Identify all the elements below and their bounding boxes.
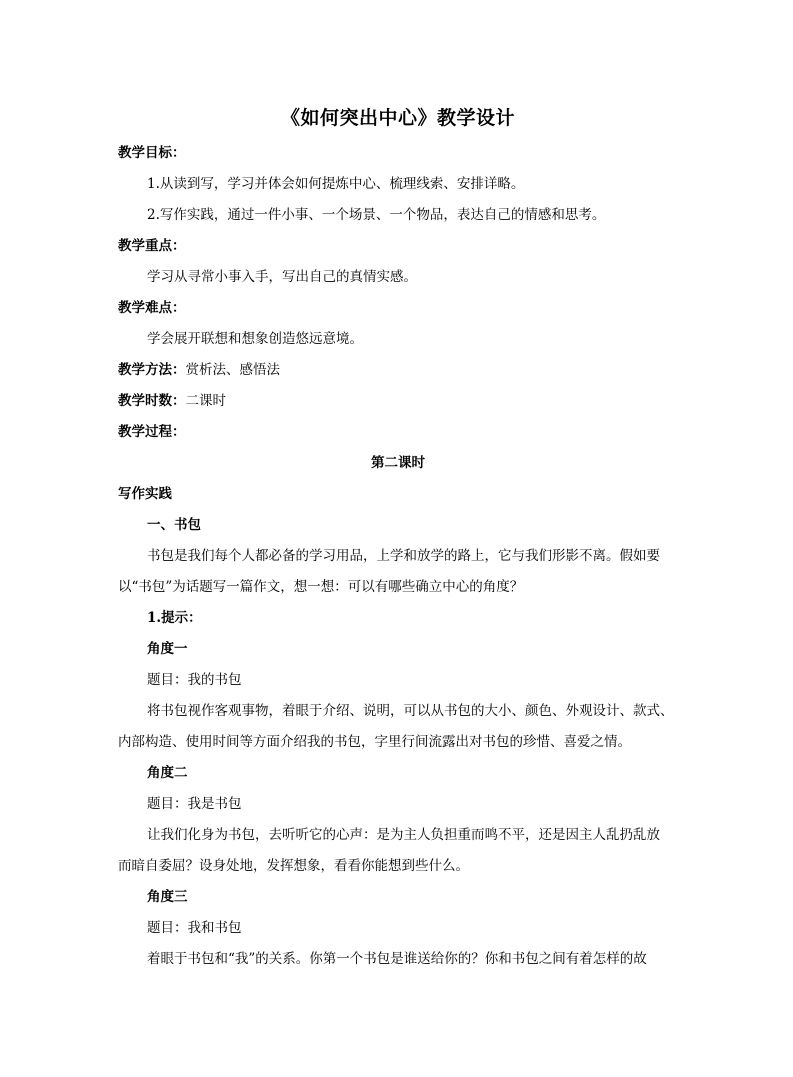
- lesson-heading: 第二课时: [371, 455, 425, 471]
- practice-heading: 写作实践: [118, 486, 172, 502]
- angle-3-topic: 题目：我和书包: [147, 920, 242, 936]
- angle-2-label: 角度二: [147, 765, 188, 781]
- key-points-text: 学习从寻常小事入手，写出自己的真情实感。: [147, 269, 417, 285]
- difficulties-label: 教学难点：: [118, 300, 186, 316]
- methods-section: [118, 355, 678, 386]
- section-one-heading: 一、书包: [147, 517, 201, 533]
- process-label: 教学过程：: [118, 424, 186, 440]
- hint-label: 1.提示：: [147, 610, 202, 626]
- objectives-section: [118, 138, 678, 169]
- section-one-intro-line-1: 书包是我们每个人都必备的学习用品，上学和放学的路上，它与我们形影不离。假如要: [147, 548, 660, 564]
- hours-text: 二课时: [185, 393, 226, 409]
- difficulties-text: 学会展开联想和想象创造悠远意境。: [147, 331, 363, 347]
- angle-2-line-1: 让我们化身为书包，去听听它的心声：是为主人负担重而鸣不平，还是因主人乱扔乱放: [147, 827, 660, 843]
- hours-section: [118, 386, 678, 417]
- objective-item-1: 1.从读到写，学习并体会如何提炼中心、梳理线索、安排详略。: [147, 176, 525, 192]
- document-page: [118, 104, 678, 975]
- angle-3-label: 角度三: [147, 889, 188, 905]
- key-points-section: [118, 231, 678, 262]
- process-section: [118, 417, 678, 448]
- angle-2-line-2: 而暗自委屈？设身处地，发挥想象，看看你能想到些什么。: [118, 858, 469, 874]
- hours-label: 教学时数：: [118, 393, 186, 409]
- angle-2-topic: 题目：我是书包: [147, 796, 242, 812]
- angle-3-line-1: 着眼于书包和“我”的关系。你第一个书包是谁送给你的？你和书包之间有着怎样的故: [147, 951, 647, 967]
- methods-label: 教学方法：: [118, 362, 186, 378]
- difficulties-section: [118, 293, 678, 324]
- objective-item-2: 2.写作实践，通过一件小事、一个场景、一个物品，表达自己的情感和思考。: [147, 207, 606, 223]
- section-one-intro-line-2: 以“书包”为话题写一篇作文，想一想：可以有哪些确立中心的角度？: [118, 579, 524, 595]
- angle-1-line-1: 将书包视作客观事物，着眼于介绍、说明，可以从书包的大小、颜色、外观设计、款式、: [147, 703, 674, 719]
- objectives-label: 教学目标：: [118, 145, 186, 161]
- angle-1-label: 角度一: [147, 641, 188, 657]
- key-points-label: 教学重点：: [118, 238, 186, 254]
- angle-1-topic: 题目：我的书包: [147, 672, 242, 688]
- methods-text: 赏析法、感悟法: [185, 362, 280, 378]
- document-title: 《如何突出中心》教学设计: [280, 107, 515, 129]
- angle-1-line-2: 内部构造、使用时间等方面介绍我的书包，字里行间流露出对书包的珍惜、喜爱之情。: [118, 734, 631, 750]
